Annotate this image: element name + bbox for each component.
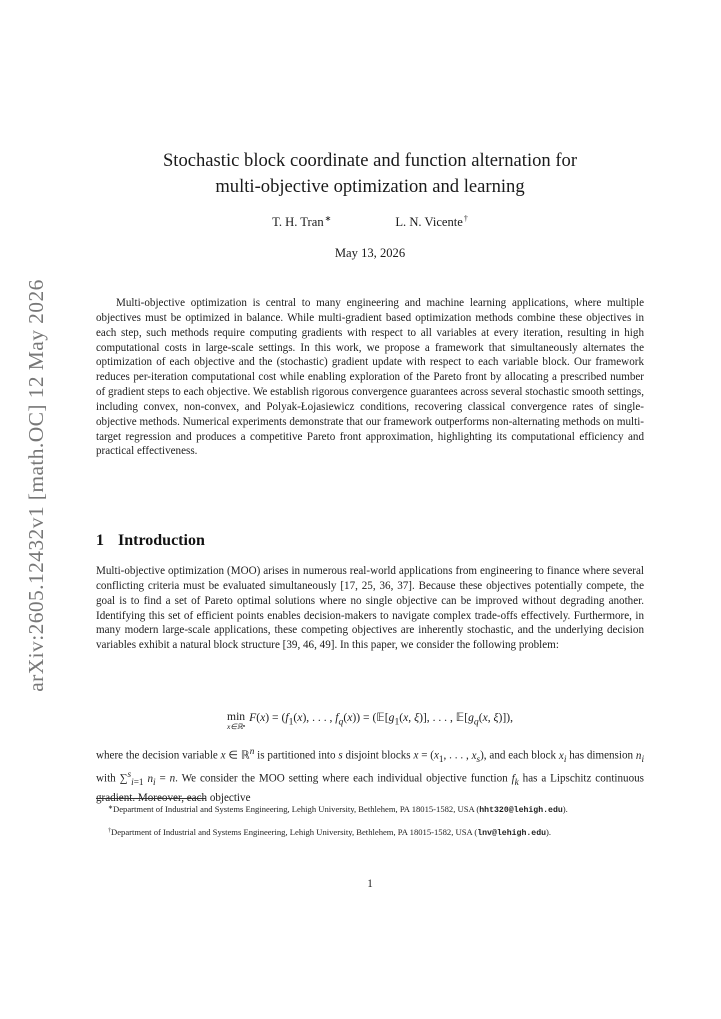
author-2-name: L. N. Vicente: [395, 215, 463, 229]
intro-paragraph: Multi-objective optimization (MOO) arises in numerous real-world applications from engineering to finance where several conflicting criteria must be evaluated simultaneously [17, 25, 36, 37]. Because these objectives potentially compete, the goal is to find a set of Pareto optimal solutions where no single objective can be improved without degrading another. Identifying this set of efficient points enables decision-makers to navigate complex trade-offs effectively. Furthermore, in many modern large-scale applications, these competing objectives are inherently stochastic, and the underlying decision variables exhibit a natural block structure [39, 46, 49]. In this paper, we consider the following problem:: [96, 565, 644, 652]
author-2-mark: †: [463, 214, 468, 223]
section-heading: [96, 532, 205, 550]
min-operator-subscript: x∈ℝⁿ: [226, 722, 246, 731]
author-1: [272, 214, 331, 230]
paper-date: May 13, 2026: [334, 246, 406, 260]
footnote-2-mark: †: [108, 828, 111, 834]
problem-equation: [96, 710, 644, 731]
footnote-2-text: Department of Industrial and Systems Engineering, Lehigh University, Bethlehem, PA 18015-1582, USA: [111, 827, 473, 837]
section-title: Introduction: [118, 532, 205, 549]
abstract: Multi-objective optimization is central to many engineering and machine learning applications, where multiple objectives must be optimized in balance. While multi-gradient based optimization methods combine these objectives in each step, such methods require computing gradients with respect to all variables at every iteration, resulting in high computational costs in large-scale settings. In this work, we propose a framework that simultaneously alternates the optimization of each objective and the (stochastic) gradient update with respect to each variable block. Our framework reduces per-iteration computational cost while enabling exploration of the Pareto front by allocating a prescribed number of gradient steps to each objective. We establish rigorous convergence guarantees across several stochastic smooth settings, including convex, non-convex, and Polyak-Łojasiewicz conditions, recovering classical convergence rates of single-objective methods. Numerical experiments demonstrate that our framework outperforms non-alternating methods on multi-target regression and produces a competitive Pareto front approximation, highlighting its computational efficiency and practical effectiveness.: [96, 297, 644, 458]
footnote-2: †Department of Industrial and Systems Engineering, Lehigh University, Bethlehem, PA 18015-1582, USA (lnv@lehigh.edu).: [108, 827, 552, 838]
section-number: 1: [96, 532, 104, 549]
equation-body: $F(x) = (f_1(x)$, . . . , $f_q(x)$) = ($𝔼[g_1(x$, ξ)], . . . , $𝔼[g_q(x$, ξ)]),: [249, 711, 513, 728]
author-list: [96, 214, 644, 230]
arxiv-identifier-text: arXiv:2605.12432v1 [math.OC] 12 May 2026: [23, 278, 48, 692]
footnote-1: ∗Department of Industrial and Systems Engineering, Lehigh University, Bethlehem, PA 18015-1582, USA (hht320@lehigh.edu).: [108, 804, 568, 815]
page-number: 1: [367, 878, 373, 890]
footnote-1-text: Department of Industrial and Systems Engineering, Lehigh University, Bethlehem, PA 18015-1582, USA: [113, 804, 475, 814]
footnote-1-mark: ∗: [108, 805, 114, 811]
arxiv-identifier-stamp: [18, 280, 54, 690]
footnote-divider: [96, 798, 206, 799]
footnote-1-email[interactable]: hht320@lehigh.edu: [479, 806, 563, 815]
min-operator-symbol: min: [227, 710, 246, 723]
author-1-name: T. H. Tran: [272, 215, 324, 229]
intro-continuation: where the decision variable x ∈ ℝ$^n$ is partitioned into s disjoint blocks $x = (x_1$, . . . , $x_s$), and each block $x_i$ has dimension $n_i$ with ∑$^s_{i=1}$ $n_i = n$. We consider the MOO setting where each individual objective function $f_k$ has a Lipschitz continuous gradient. Moreover, each objective: [96, 747, 645, 804]
paper-title: [96, 148, 644, 200]
author-1-mark: ∗: [324, 214, 332, 223]
title-line-1: Stochastic block coordinate and function alternation for: [162, 150, 578, 171]
author-2: [395, 214, 468, 230]
title-line-2: multi-objective optimization and learning: [215, 176, 525, 197]
footnote-2-email[interactable]: lnv@lehigh.edu: [477, 829, 547, 838]
min-operator: [227, 710, 245, 731]
